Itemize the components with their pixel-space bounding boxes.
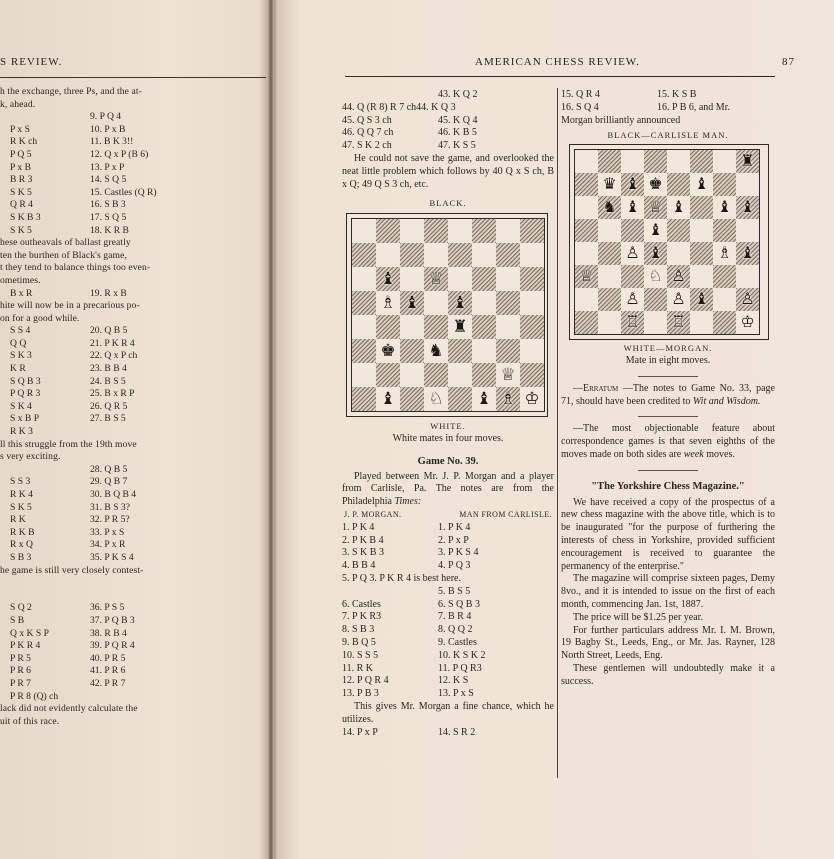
game-move-row: 45. Q S 3 ch 45. K Q 4: [342, 114, 478, 126]
board-square: [472, 315, 496, 339]
chess-piece-icon: ♙: [740, 289, 755, 309]
board-square: [667, 242, 690, 265]
chess-piece-icon: ♝: [648, 243, 663, 263]
left-move-row: 9. P Q 4: [90, 111, 122, 123]
board-square: [644, 173, 667, 196]
chess-piece-icon: ♝: [625, 174, 640, 194]
board-square: [644, 265, 667, 288]
left-move-row: S K 3 22. Q x P ch: [10, 350, 138, 362]
left-move-row: K R 23. B B 4: [10, 363, 127, 375]
column-two: [561, 89, 775, 689]
board-square: [472, 267, 496, 291]
board-square: [448, 219, 472, 243]
board-square: [713, 311, 736, 334]
board-square: [690, 288, 713, 311]
chess-piece-icon: ♖: [625, 312, 640, 332]
chess-piece-icon: ♙: [625, 289, 640, 309]
game-moves: [342, 522, 554, 701]
article-paragraph: For further particulars address Mr. I. M. Brown, 19 Bagby St., Leeds, Eng., or Mr. Jas. Rayner, 128 North Street, Leeds, Eng.: [561, 624, 775, 662]
board-square: [352, 291, 376, 315]
board-square: [575, 219, 598, 242]
chess-piece-icon: ♔: [524, 388, 540, 409]
board-square: [690, 242, 713, 265]
left-prose-line: ll this struggle from the 19th move: [0, 438, 137, 450]
board-square: [690, 219, 713, 242]
left-prose-line: s very exciting.: [0, 451, 61, 463]
divider: [638, 376, 698, 377]
game-move-row: 2. P K B 4 2. P x P: [342, 534, 469, 546]
board-square: [376, 267, 400, 291]
board-square: [400, 267, 424, 291]
game-move-row: 9. B Q 5 9. Castles: [342, 636, 477, 648]
board-square: [376, 339, 400, 363]
left-move-row: S K B 3 17. S Q 5: [10, 211, 127, 223]
board-square: [644, 288, 667, 311]
game-move-row: 4. B B 4 4. P Q 3: [342, 560, 471, 572]
left-move-row: B R 3 14. S Q 5: [10, 174, 127, 186]
left-move-row: 28. Q B 5: [90, 463, 128, 475]
journal-title: AMERICAN CHESS REVIEW.: [475, 56, 640, 68]
board-square: [667, 311, 690, 334]
board-square: [736, 265, 759, 288]
board-square: [598, 265, 621, 288]
left-blank-line: [0, 590, 266, 603]
left-prose-line: he game is still very closely contest-: [0, 564, 144, 576]
board-square: [400, 243, 424, 267]
board-one-black-label: BLACK.: [429, 198, 467, 209]
board-two-black-label: BLACK—CARLISLE MAN.: [607, 130, 729, 141]
board-square: [736, 311, 759, 334]
board-square: [352, 219, 376, 243]
left-prose-line: k, ahead.: [0, 98, 36, 110]
board-square: [496, 291, 520, 315]
chess-piece-icon: ♞: [602, 197, 617, 217]
board-square: [621, 196, 644, 219]
board-square: [644, 242, 667, 265]
board-square: [496, 363, 520, 387]
game-move-row: 12. P Q R 4 12. K S: [342, 675, 469, 687]
board-square: [424, 387, 448, 411]
board-square: [424, 363, 448, 387]
left-move-row: Q Q 21. P K R 4: [10, 337, 135, 349]
left-move-row: R x Q 34. P x R: [10, 539, 126, 551]
board-square: [496, 339, 520, 363]
chessboard: [574, 149, 760, 335]
chess-piece-icon: ♝: [740, 197, 755, 217]
announcement-text: Morgan brilliantly announced: [561, 114, 681, 126]
left-move-row: Q R 4 16. S B 3: [10, 199, 126, 211]
board-square: [520, 219, 544, 243]
chess-piece-icon: ♕: [648, 197, 663, 217]
board-square: [713, 196, 736, 219]
board-two-caption: Mate in eight moves.: [625, 354, 711, 366]
column-one: [342, 89, 554, 739]
game-move-row: 1. P K 4 1. P K 4: [342, 521, 471, 533]
board-one-caption: White mates in four moves.: [392, 432, 504, 444]
chess-piece-icon: ♝: [740, 243, 755, 263]
chess-piece-icon: ♝: [452, 292, 468, 313]
chess-piece-icon: ♔: [740, 312, 755, 332]
game-move-row: 8. S B 3 8. Q Q 2: [342, 624, 473, 636]
board-square: [644, 219, 667, 242]
game-title: Game No. 39.: [417, 455, 479, 467]
board-square: [736, 173, 759, 196]
page-number: 87: [782, 56, 795, 68]
board-square: [621, 265, 644, 288]
board-square: [400, 363, 424, 387]
chess-piece-icon: ♗: [717, 243, 732, 263]
left-move-row: S S 3 29. Q B 7: [10, 476, 128, 488]
chess-piece-icon: ♕: [428, 268, 444, 289]
board-square: [667, 288, 690, 311]
board-square: [713, 219, 736, 242]
left-move-row: Q x K S P 38. R B 4: [10, 627, 127, 639]
game-final-moves: [561, 89, 775, 115]
chess-piece-icon: ♝: [625, 197, 640, 217]
game-continuation-moves: [342, 89, 554, 153]
board-square: [520, 291, 544, 315]
left-running-header: S REVIEW.: [0, 56, 63, 68]
board-square: [520, 267, 544, 291]
board-square: [472, 363, 496, 387]
left-move-row: S Q B 3 24. B S 5: [10, 375, 126, 387]
board-square: [575, 311, 598, 334]
board-square: [621, 311, 644, 334]
chess-piece-icon: ♕: [579, 266, 594, 286]
board-square: [667, 265, 690, 288]
board-square: [352, 363, 376, 387]
game-intro: Played between Mr. J. P. Morgan and a player from Carlisle, Pa. The notes are from the Philadelphia Times:: [342, 470, 554, 508]
left-move-row: P R 8 (Q) ch: [10, 690, 59, 702]
chess-piece-icon: ♝: [717, 197, 732, 217]
board-square: [472, 387, 496, 411]
board-square: [598, 311, 621, 334]
game-move-row: 47. S K 2 ch 47. K S 5: [342, 140, 476, 152]
board-square: [598, 150, 621, 173]
left-move-row: P Q 5 12. Q x P (B 6): [10, 148, 149, 160]
chess-piece-icon: ♝: [671, 197, 686, 217]
board-square: [424, 243, 448, 267]
board-square: [736, 242, 759, 265]
erratum: —Erratum —The notes to Game No. 33, page 71, should have been credited to Wit and Wisdom.: [561, 382, 775, 407]
game-move-row: 14. P x P 14. S R 2: [342, 726, 476, 738]
left-move-row: P x S 10. P x B: [10, 123, 126, 135]
left-move-row: R K 4 30. B Q B 4: [10, 489, 137, 500]
divider: [638, 470, 698, 471]
chess-piece-icon: ♝: [380, 388, 396, 409]
article-paragraph: The magazine will comprise sixteen pages, Demy 8vo., and it is intended to issue on the first of each month, commencing Jan. 1st, 1887.: [561, 573, 775, 610]
divider: [638, 416, 698, 417]
board-square: [448, 267, 472, 291]
left-page: [0, 0, 266, 859]
chess-piece-icon: ♛: [602, 174, 617, 194]
board-square: [424, 339, 448, 363]
chess-piece-icon: ♖: [671, 312, 686, 332]
board-square: [520, 315, 544, 339]
game-move-row: 7. P K R3 7. B R 4: [342, 611, 472, 623]
board-square: [520, 339, 544, 363]
left-move-row: S Q 2 36. P S 5: [10, 602, 125, 614]
players-header: [342, 509, 554, 522]
left-column: [0, 86, 266, 728]
game-move-row: 43. K Q 2: [438, 89, 478, 100]
chess-piece-icon: ♚: [648, 174, 663, 194]
left-prose-line: ten the burthen of Black's game,: [0, 249, 127, 261]
game-move-row: 16. S Q 4 16. P B 6, and Mr.: [561, 101, 730, 113]
board-square: [472, 339, 496, 363]
board-square: [424, 291, 448, 315]
board-square: [352, 387, 376, 411]
board-square: [713, 150, 736, 173]
left-move-row: P Q R 3 25. B x R P: [10, 388, 135, 400]
board-square: [690, 196, 713, 219]
board-square: [598, 173, 621, 196]
board-square: [400, 219, 424, 243]
chess-piece-icon: ♙: [671, 289, 686, 309]
game-move-row: 15. Q R 4 15. K S B: [561, 89, 697, 100]
game-move-row: 5. P Q 3. P K R 4 is best here.: [342, 572, 461, 584]
board-square: [690, 150, 713, 173]
left-move-row: R K 3: [10, 426, 33, 438]
board-square: [496, 243, 520, 267]
chess-piece-icon: ♝: [404, 292, 420, 313]
board-one-white-label: WHITE.: [430, 421, 466, 432]
left-move-row: R K B 33. P x S: [10, 526, 125, 538]
board-square: [376, 315, 400, 339]
left-move-row: B x R 19. R x B: [10, 287, 127, 299]
board-square: [496, 315, 520, 339]
board-square: [376, 219, 400, 243]
column-rule: [557, 88, 558, 778]
left-move-row: S S 4 20. Q B 5: [10, 325, 128, 337]
board-two-white-label: WHITE—MORGAN.: [623, 343, 713, 354]
left-move-row: P R 5 40. P R 5: [10, 652, 126, 664]
board-square: [352, 315, 376, 339]
board-square: [448, 387, 472, 411]
running-header: [345, 56, 795, 72]
board-square: [621, 219, 644, 242]
left-header-rule: [0, 77, 266, 78]
board-square: [621, 242, 644, 265]
chess-piece-icon: ♕: [500, 364, 516, 385]
board-square: [598, 196, 621, 219]
correspondence-note: —The most objectionable feature about correspondence games is that seven eighths of the moves made on both sides are week moves.: [561, 423, 775, 460]
board-square: [496, 267, 520, 291]
game-move-row: 11. R K 11. P Q R3: [342, 662, 482, 674]
board-square: [667, 150, 690, 173]
board-square: [690, 173, 713, 196]
game-move-row: 46. Q Q 7 ch 46. K B 5: [342, 127, 477, 139]
left-prose-line: lack did not evidently calculate the: [0, 703, 138, 715]
board-square: [520, 363, 544, 387]
left-move-row: S K 5 15. Castles (Q R): [10, 186, 157, 198]
left-move-row: P R 7 42. P R 7: [10, 677, 126, 689]
board-square: [736, 196, 759, 219]
board-square: [598, 288, 621, 311]
game-move-row: 10. S S 5 10. K S K 2: [342, 649, 486, 661]
chess-piece-icon: ♝: [648, 220, 663, 240]
board-square: [713, 265, 736, 288]
left-blank-line: [0, 577, 266, 590]
black-player: MAN FROM CARLISLE.: [459, 509, 552, 519]
board-square: [575, 288, 598, 311]
board-square: [448, 315, 472, 339]
left-prose-line: hese outheavals of ballast greatly: [0, 237, 131, 249]
article-paragraph: The price will be $1.25 per year.: [573, 611, 703, 623]
board-square: [448, 363, 472, 387]
board-square: [376, 387, 400, 411]
board-square: [448, 291, 472, 315]
chess-piece-icon: ♚: [380, 340, 396, 361]
board-square: [736, 288, 759, 311]
board-square: [520, 387, 544, 411]
board-square: [621, 288, 644, 311]
chess-piece-icon: ♝: [380, 268, 396, 289]
game-move-row: 44. Q (R 8) R 7 ch 44. K Q 3: [342, 101, 456, 113]
board-square: [621, 150, 644, 173]
board-square: [690, 265, 713, 288]
board-square: [644, 311, 667, 334]
board-square: [575, 150, 598, 173]
board-square: [400, 315, 424, 339]
board-square: [472, 291, 496, 315]
left-move-row: S K 4 26. Q R 5: [10, 400, 128, 412]
problem-board-one: [346, 213, 548, 417]
left-prose-line: hite will now be in a precarious po-: [0, 300, 140, 312]
board-square: [400, 387, 424, 411]
game-move-row: 3. S K B 3 3. P K S 4: [342, 547, 479, 559]
board-square: [667, 173, 690, 196]
board-square: [598, 242, 621, 265]
board-square: [472, 219, 496, 243]
left-move-row: S K 5 18. K R B: [10, 224, 129, 236]
board-square: [713, 242, 736, 265]
left-prose-line: t they tend to balance things too even-: [0, 262, 151, 274]
left-move-row: P x B 13. P x P: [10, 161, 125, 173]
chess-piece-icon: ♗: [500, 388, 516, 409]
board-square: [621, 173, 644, 196]
left-move-row: S K 5 31. B S 3?: [10, 501, 130, 513]
board-square: [496, 219, 520, 243]
board-square: [496, 387, 520, 411]
board-square: [598, 219, 621, 242]
header-rule: [345, 76, 775, 77]
board-square: [352, 243, 376, 267]
board-square: [713, 288, 736, 311]
chess-piece-icon: ♘: [648, 266, 663, 286]
board-square: [575, 265, 598, 288]
board-square: [644, 150, 667, 173]
board-square: [713, 173, 736, 196]
board-square: [448, 339, 472, 363]
left-move-row: R K ch 11. B K 3!!: [10, 136, 134, 148]
left-move-row: S B 3 35. P K S 4: [10, 551, 134, 563]
chess-piece-icon: ♞: [428, 340, 444, 361]
left-prose-line: on for a good while.: [0, 312, 80, 324]
left-move-row: S x B P 27. B S 5: [10, 413, 126, 425]
board-square: [520, 243, 544, 267]
board-square: [575, 242, 598, 265]
board-square: [352, 267, 376, 291]
right-page: [275, 0, 834, 859]
board-square: [376, 291, 400, 315]
game-move-row: 6. Castles 6. S Q B 3: [342, 598, 480, 610]
board-square: [448, 243, 472, 267]
book-gutter: [268, 0, 274, 859]
game-move-row: 5. B S 5: [438, 585, 471, 597]
left-move-row: P R 6 41. P R 6: [10, 665, 126, 677]
board-square: [400, 339, 424, 363]
article-paragraph: We have received a copy of the prospectus of a new chess magazine with the above title, which is to be inaugurated "for the purpose of furthering the interests of chess in Yorkshire, provided sufficient encouragement is received to guarantee the permanency of the enterprise.": [561, 496, 775, 572]
board-square: [400, 291, 424, 315]
left-prose-line: uit of this race.: [0, 715, 60, 727]
chessboard: [351, 218, 545, 412]
article-paragraph: These gentlemen will undoubtedly make it a success.: [561, 662, 775, 687]
board-square: [575, 173, 598, 196]
chess-piece-icon: ♝: [476, 388, 492, 409]
chess-piece-icon: ♝: [694, 289, 709, 309]
chess-piece-icon: ♙: [625, 243, 640, 263]
chess-piece-icon: ♗: [380, 292, 396, 313]
board-square: [424, 267, 448, 291]
board-square: [736, 219, 759, 242]
white-player: J. P. MORGAN.: [344, 509, 402, 519]
left-move-row: S B 37. P Q B 3: [10, 614, 135, 626]
board-square: [424, 219, 448, 243]
game-move-row: 13. P B 3 13. P x S: [342, 688, 474, 700]
board-square: [690, 311, 713, 334]
chess-piece-icon: ♜: [452, 316, 468, 337]
chess-piece-icon: ♘: [428, 388, 444, 409]
left-prose-line: h the exchange, three Ps, and the at-: [0, 86, 142, 97]
board-square: [736, 150, 759, 173]
board-square: [352, 339, 376, 363]
article-title: "The Yorkshire Chess Magazine.": [591, 480, 745, 492]
board-square: [424, 315, 448, 339]
board-square: [667, 219, 690, 242]
left-move-row: R K 32. P R 5?: [10, 514, 130, 526]
board-square: [575, 196, 598, 219]
chess-piece-icon: ♜: [740, 151, 755, 171]
board-square: [376, 243, 400, 267]
game-note-two: This gives Mr. Morgan a fine chance, which he utilizes.: [342, 700, 554, 725]
game-note: He could not save the game, and overlooked the neat little problem which follows by 40 Q x S ch, B x Q; 49 Q S 3 ch, etc.: [342, 152, 554, 190]
board-square: [472, 243, 496, 267]
chess-piece-icon: ♙: [671, 266, 686, 286]
chess-piece-icon: ♝: [694, 174, 709, 194]
board-square: [667, 196, 690, 219]
left-prose-line: ometimes.: [0, 274, 41, 286]
board-square: [376, 363, 400, 387]
board-square: [644, 196, 667, 219]
problem-board-two: [569, 144, 769, 340]
left-move-row: P K R 4 39. P Q R 4: [10, 640, 135, 652]
